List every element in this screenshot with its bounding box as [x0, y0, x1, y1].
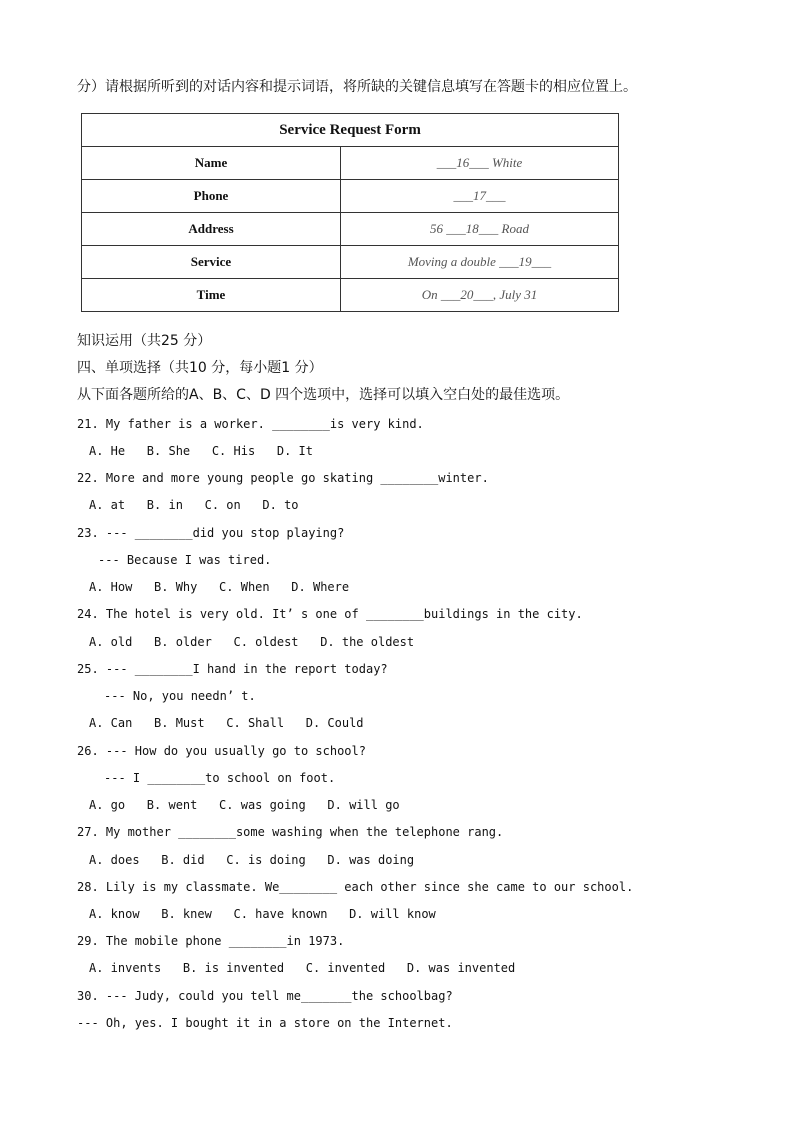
options-22: A. at B. in C. on D. to — [89, 498, 299, 512]
row-value: On ___20___, July 31 — [341, 279, 619, 312]
options-23: A. How B. Why C. When D. Where — [89, 580, 350, 594]
form-title: Service Request Form — [82, 114, 619, 147]
question-30: 30. --- Judy, could you tell me_______the schoolbag? — [77, 989, 453, 1003]
question-29: 29. The mobile phone ________in 1973. — [77, 934, 345, 948]
row-value: 56 ___18___ Road — [341, 213, 619, 246]
row-label: Service — [82, 246, 341, 279]
question-23: 23. --- ________did you stop playing? — [77, 526, 345, 540]
row-value: ___16___ White — [341, 147, 619, 180]
form-row — [82, 279, 619, 312]
row-label: Address — [82, 213, 341, 246]
row-label: Phone — [82, 180, 341, 213]
options-25: A. Can B. Must C. Shall D. Could — [89, 716, 364, 730]
answer-23: --- Because I was tired. — [98, 553, 272, 567]
form-row — [82, 246, 619, 279]
form-row — [82, 213, 619, 246]
question-22: 22. More and more young people go skating ________winter. — [77, 471, 489, 485]
answer-26: --- I ________to school on foot. — [104, 771, 336, 785]
options-24: A. old B. older C. oldest D. the oldest — [89, 635, 415, 649]
question-25: 25. --- ________I hand in the report today? — [77, 662, 388, 676]
options-27: A. does B. did C. is doing D. was doing — [89, 853, 415, 867]
section-part: 知识运用（共25 分） — [77, 333, 212, 349]
options-26: A. go B. went C. was going D. will go — [89, 798, 400, 812]
options-29: A. invents B. is invented C. invented D. was invented — [89, 961, 516, 975]
question-28: 28. Lily is my classmate. We________ each other since she came to our school. — [77, 880, 634, 894]
form-row — [82, 180, 619, 213]
row-value: ___17___ — [341, 180, 619, 213]
section-heading: 四、单项选择（共10 分，每小题1 分） — [77, 360, 323, 376]
options-28: A. know B. knew C. have known D. will know — [89, 907, 436, 921]
row-label: Time — [82, 279, 341, 312]
answer-30: --- Oh, yes. I bought it in a store on the Internet. — [77, 1016, 453, 1030]
question-27: 27. My mother ________some washing when the telephone rang. — [77, 825, 504, 839]
question-21: 21. My father is a worker. ________is very kind. — [77, 417, 424, 431]
row-label: Name — [82, 147, 341, 180]
intro-text: 分）请根据所听到的对话内容和提示词语，将所缺的关键信息填写在答题卡的相应位置上。 — [77, 79, 637, 95]
question-24: 24. The hotel is very old. It’ s one of ________buildings in the city. — [77, 607, 583, 621]
answer-25: --- No, you needn’ t. — [104, 689, 256, 703]
options-21: A. He B. She C. His D. It — [89, 444, 313, 458]
service-request-form — [81, 113, 619, 312]
section-instruction: 从下面各题所给的A、B、C、D 四个选项中，选择可以填入空白处的最佳选项。 — [77, 387, 570, 403]
form-row — [82, 147, 619, 180]
question-26: 26. --- How do you usually go to school? — [77, 744, 366, 758]
row-value: Moving a double ___19___ — [341, 246, 619, 279]
